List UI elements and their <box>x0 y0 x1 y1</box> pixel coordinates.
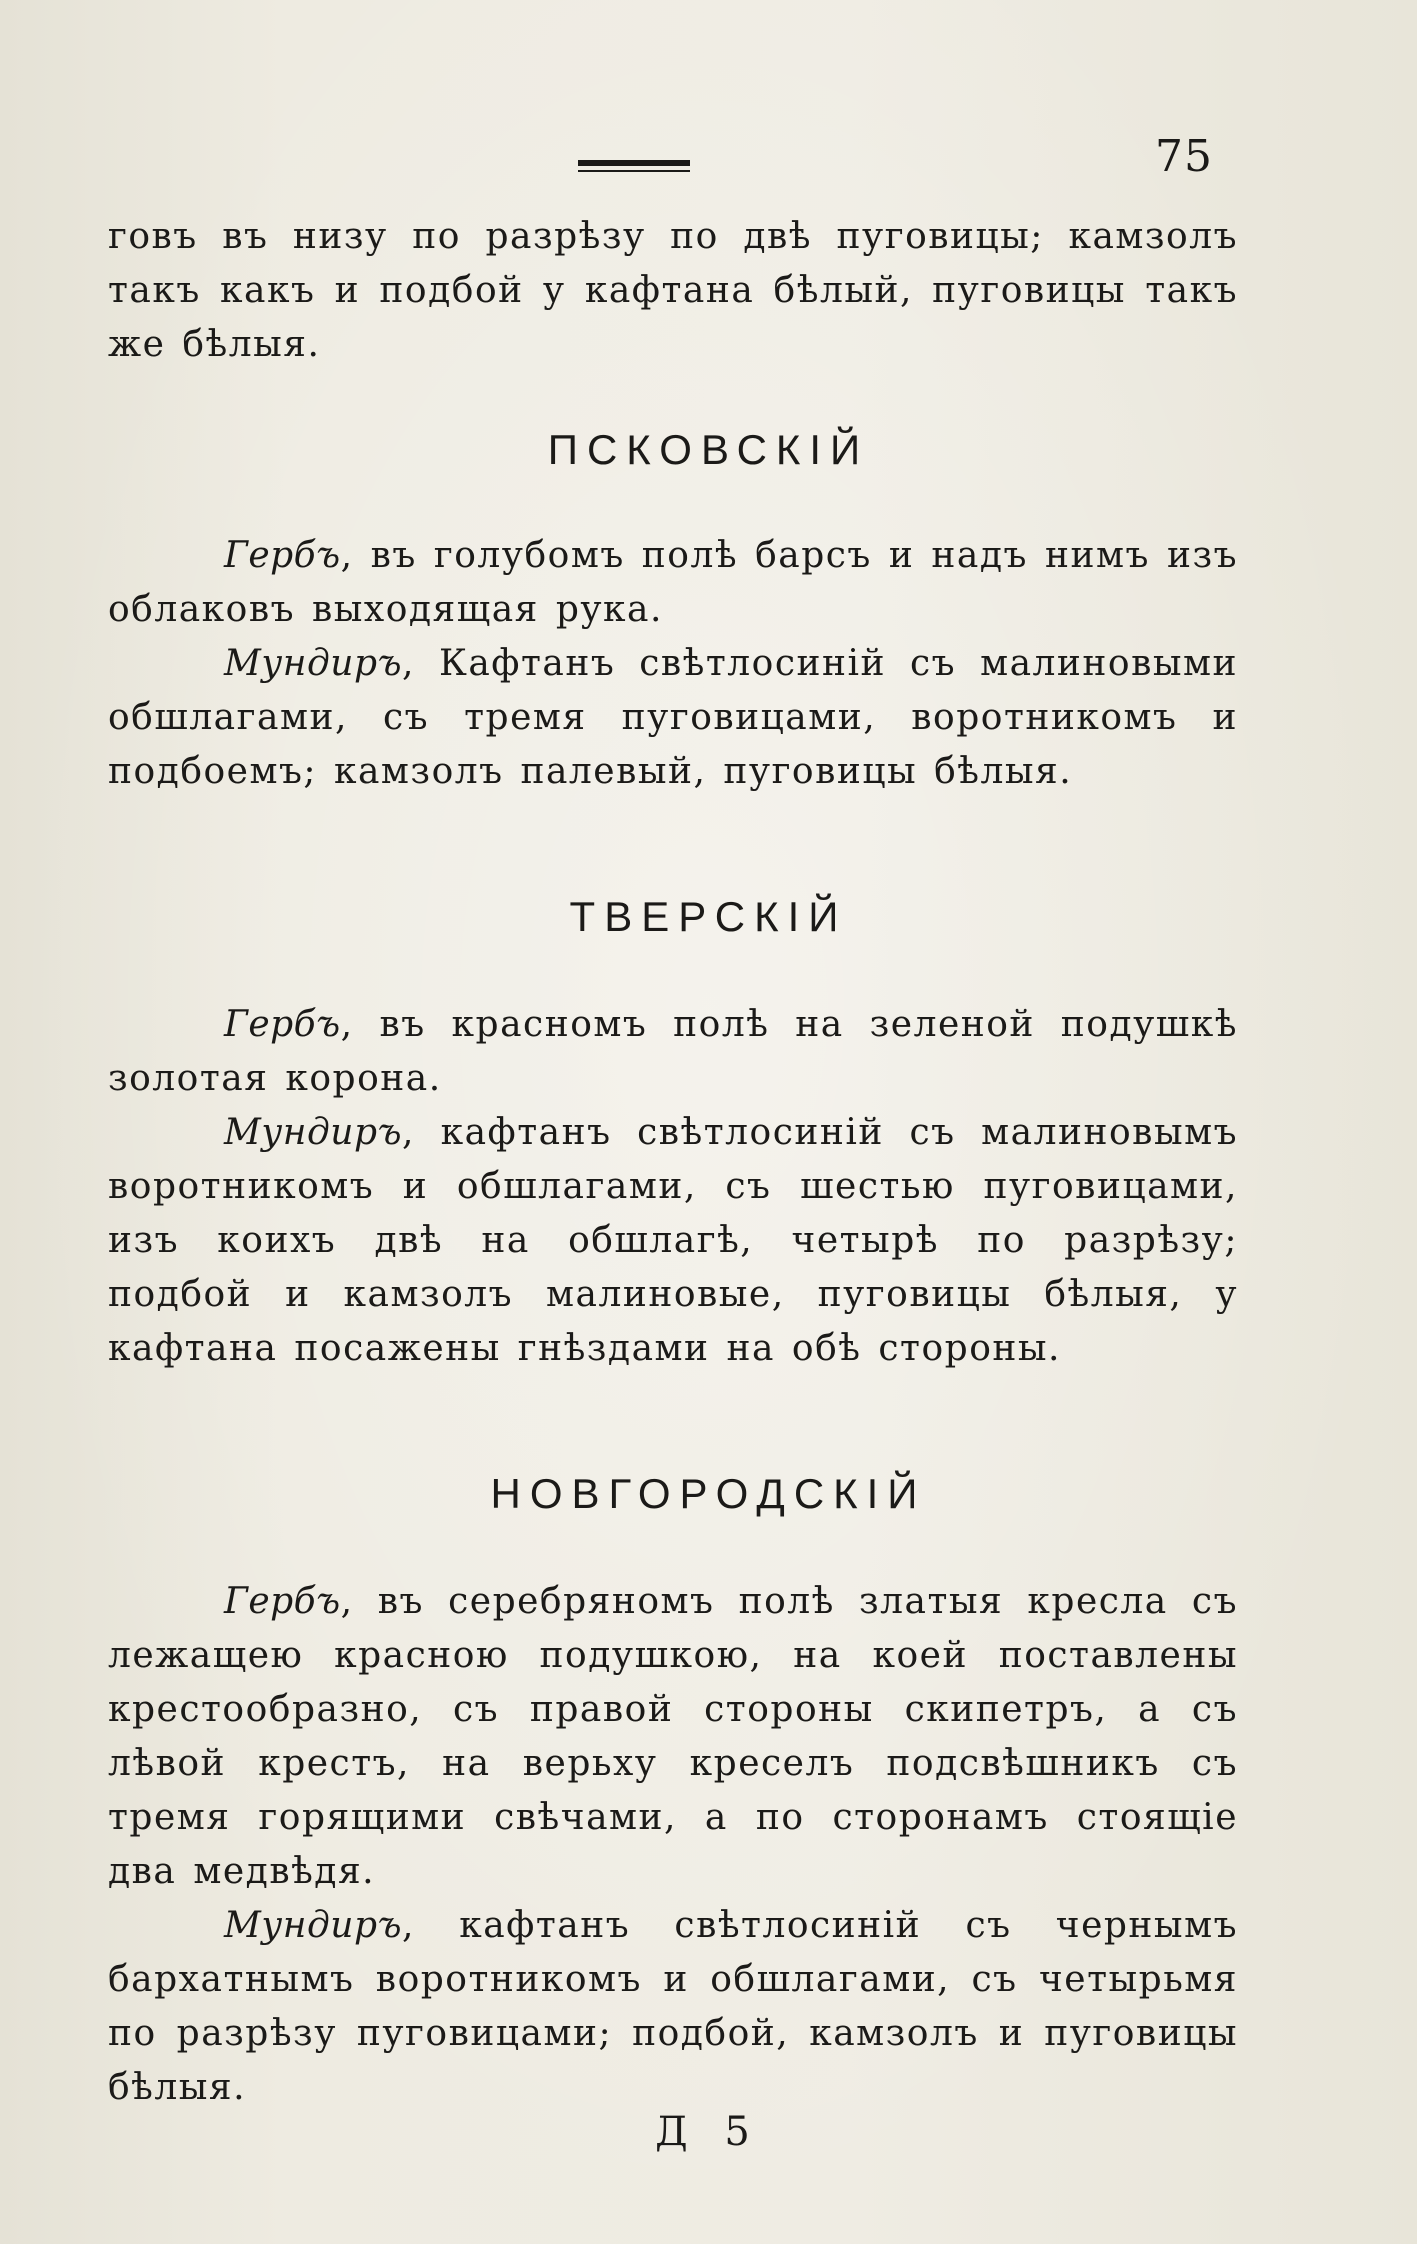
continuation-paragraph <box>108 210 1238 372</box>
gerb-label: Гербъ <box>224 1004 341 1045</box>
mundir-text: , кафтанъ свѣтлосинiй съ чернымъ бархатнымъ воротникомъ и обшлагами, съ четырьмя по разрѣзу пуговицами; подбой, камзолъ и пуговицы бѣлыя. <box>108 1905 1238 2108</box>
section-body-pskov <box>108 529 1238 799</box>
gerb-label: Гербъ <box>224 1581 341 1622</box>
gerb-paragraph-novgorod <box>108 1575 1238 1899</box>
mundir-label: Мундиръ <box>224 1112 402 1153</box>
gerb-paragraph-pskov <box>108 529 1238 637</box>
section-body-tver <box>108 998 1238 1376</box>
section-body-novgorod <box>108 1575 1238 2115</box>
gerb-text: , въ красномъ полѣ на зеленой подушкѣ золотая корона. <box>108 1004 1238 1099</box>
header-rule-thin <box>578 170 690 172</box>
page-number: 75 <box>1155 131 1213 182</box>
gerb-text: , въ серебряномъ полѣ златыя кресла съ лежащею красною подушкою, на коей поставлены крестообразно, съ правой стороны скипетръ, а съ лѣвой крестъ, на верьху креселъ подсвѣшникъ съ тремя горящими свѣчами, а по сторонамъ стоящiе два медвѣдя. <box>108 1581 1238 1892</box>
mundir-paragraph-novgorod <box>108 1899 1238 2115</box>
mundir-label: Мундиръ <box>224 643 402 684</box>
mundir-text: , Кафтанъ свѣтлосинiй съ малиновыми обшлагами, съ тремя пуговицами, воротникомъ и подбоемъ; камзолъ палевый, пуговицы бѣлыя. <box>108 643 1238 792</box>
mundir-paragraph-tver <box>108 1106 1238 1376</box>
mundir-paragraph-pskov <box>108 637 1238 799</box>
mundir-label: Мундиръ <box>224 1905 402 1946</box>
section-title-tver: ТВЕРСКIЙ <box>569 893 848 940</box>
header-rule <box>578 160 690 174</box>
section-title-pskov: ПСКОВСКIЙ <box>547 426 870 473</box>
gerb-paragraph-tver <box>108 998 1238 1106</box>
mundir-text: , кафтанъ свѣтлосинiй съ малиновымъ воротникомъ и обшлагами, съ шестью пуговицами, изъ коихъ двѣ на обшлагѣ, четырѣ по разрѣзу; подбой и камзолъ малиновые, пуговицы бѣлыя, у кафтана посажены гнѣздами на обѣ стороны. <box>108 1112 1238 1369</box>
continuation-text: говъ въ низу по разрѣзу по двѣ пуговицы; камзолъ такъ какъ и подбой у кафтана бѣлый, пуговицы такъ же бѣлыя. <box>108 216 1238 365</box>
gerb-label: Гербъ <box>224 535 341 576</box>
section-title-novgorod: НОВГОРОДСКIЙ <box>490 1470 927 1517</box>
printer-signature-mark: Д 5 <box>655 2109 762 2155</box>
header-rule-thick <box>578 160 690 166</box>
gerb-text: , въ голубомъ полѣ барсъ и надъ нимъ изъ облаковъ выходящая рука. <box>108 535 1238 630</box>
